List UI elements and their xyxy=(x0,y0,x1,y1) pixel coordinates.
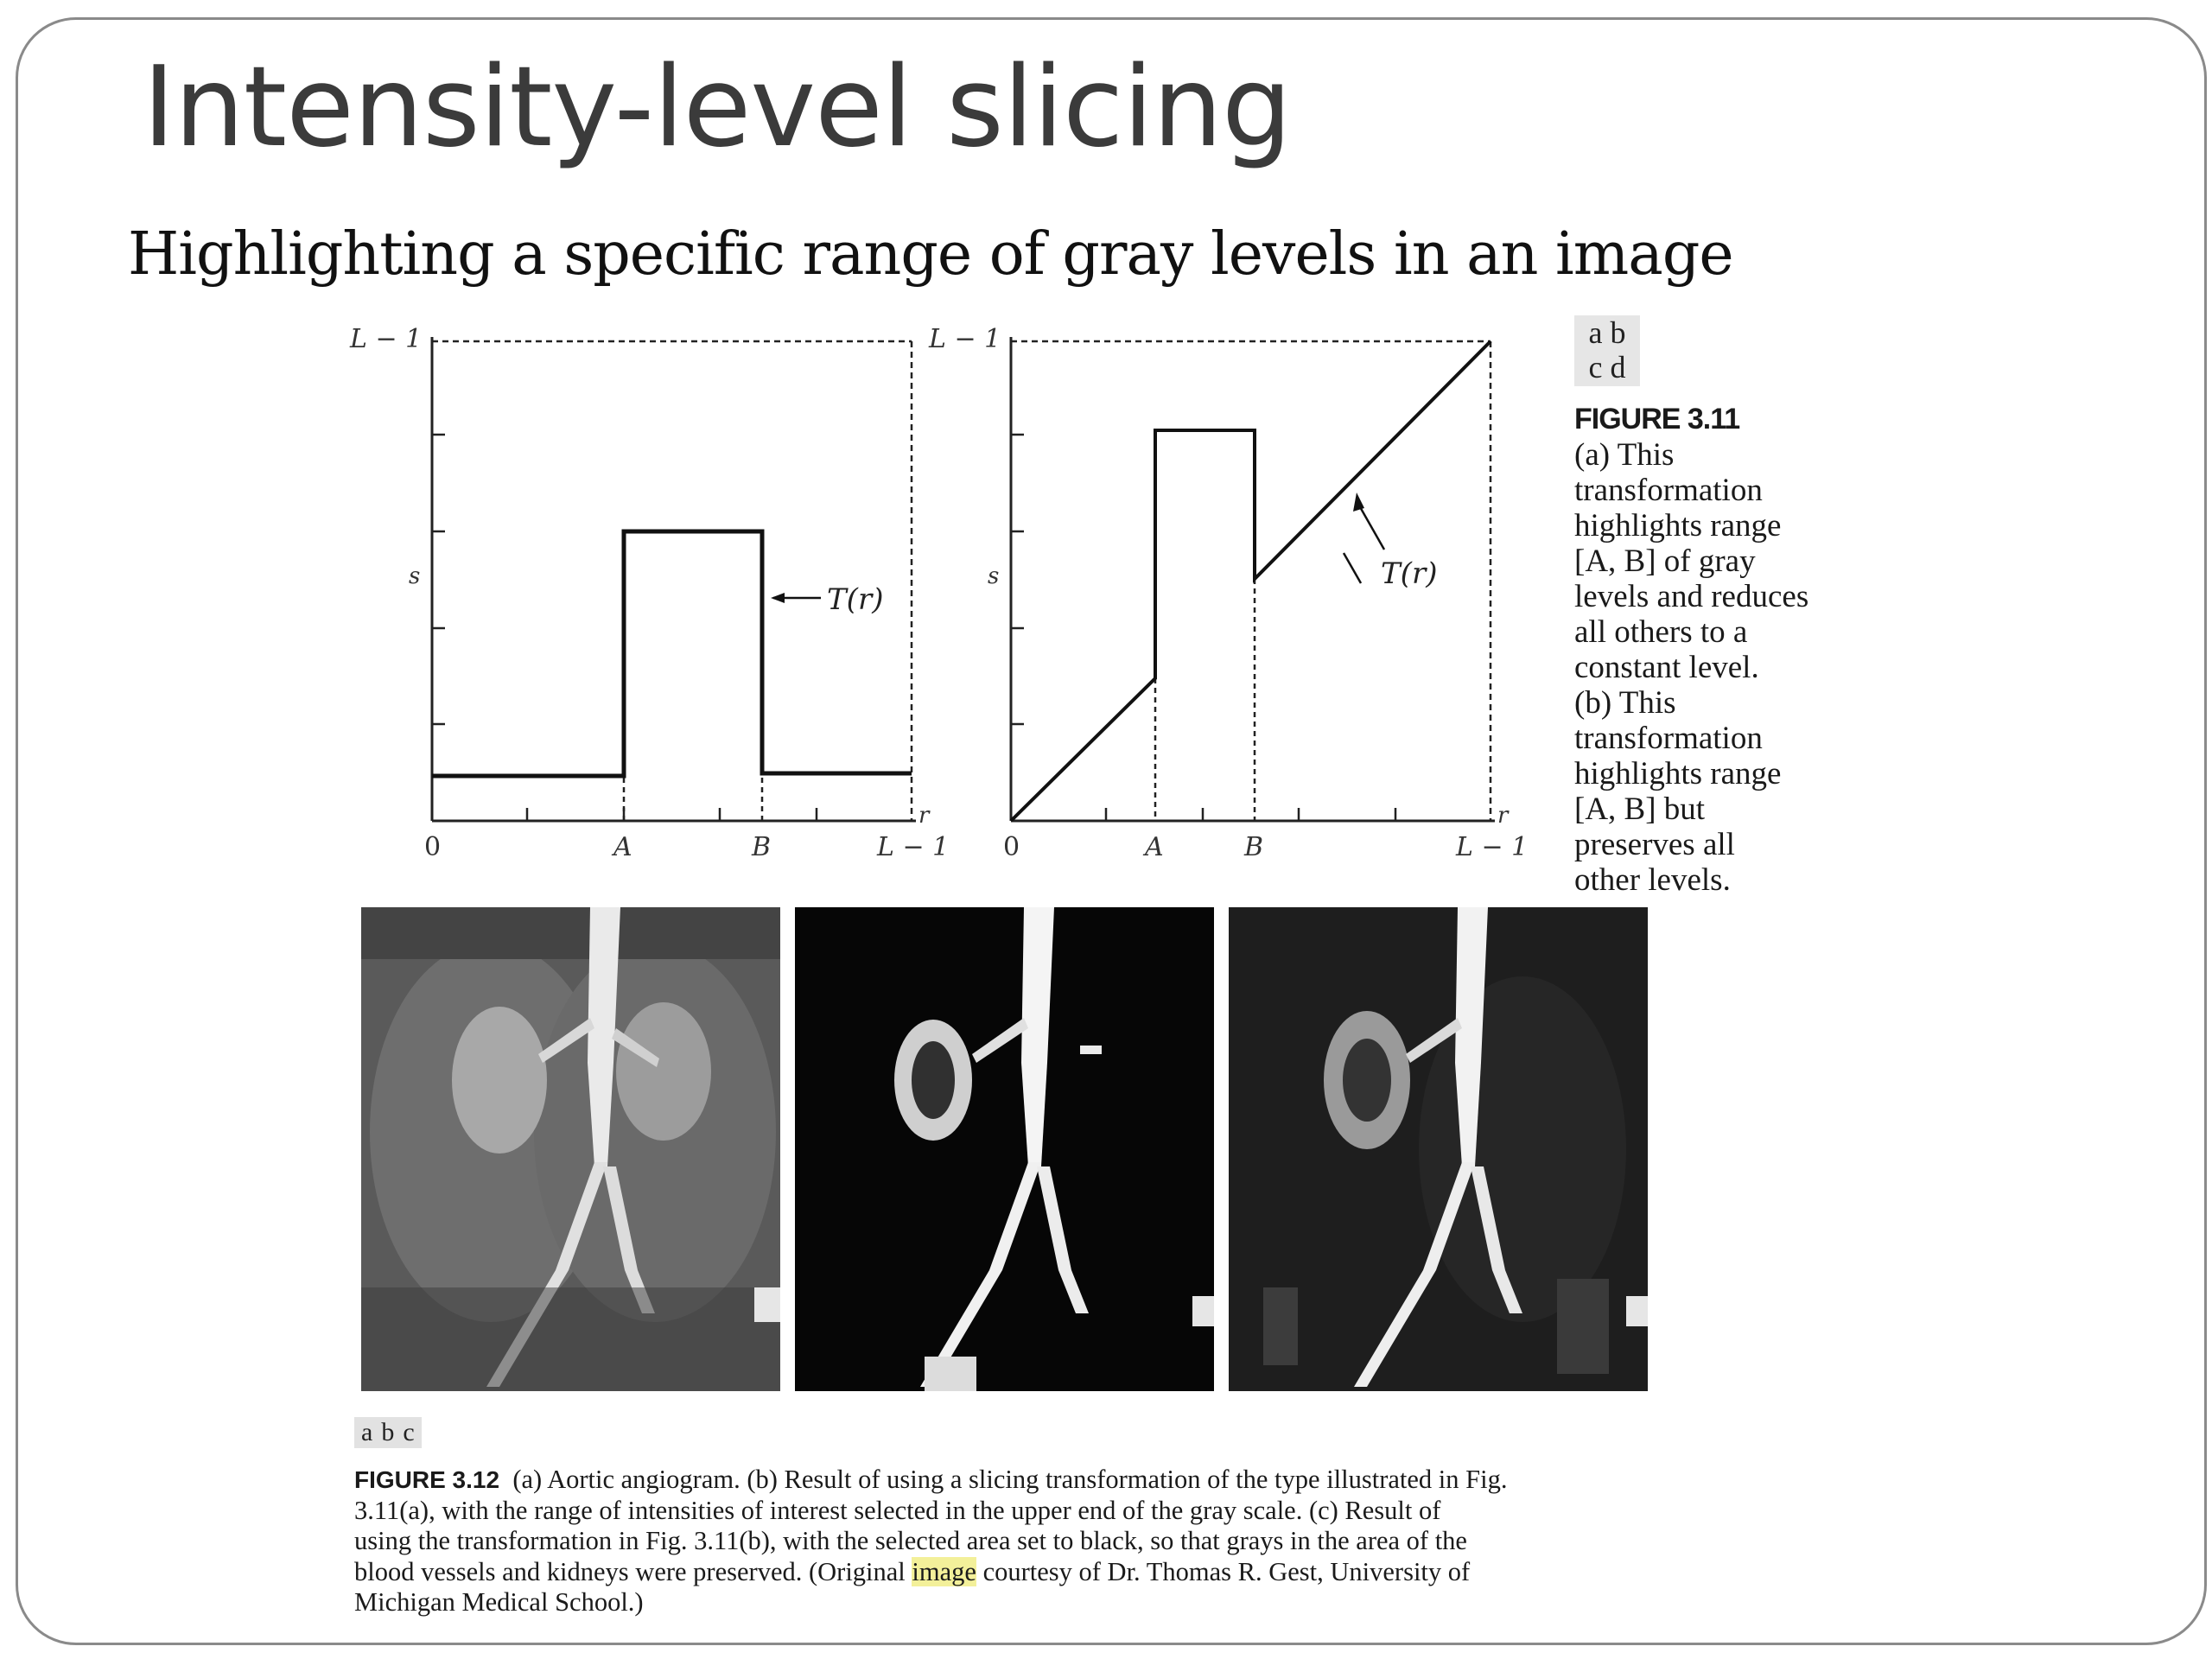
plot-b-curve-label: T(r) xyxy=(1381,556,1438,591)
caption-text: blood vessels and kidneys were preserved. (Original xyxy=(354,1556,912,1586)
caption-line: Michigan Medical School.) xyxy=(354,1587,644,1617)
plot-b-x-tick-b: B xyxy=(1244,832,1264,862)
slide-title: Intensity-level slicing xyxy=(143,43,1292,172)
caption-line: (a) This xyxy=(1574,437,1675,473)
plot-b-x-tick-a: A xyxy=(1145,832,1164,862)
caption-text: (a) Aortic angiogram. (b) Result of using a slicing transformation of the type illustrated in Fig. xyxy=(512,1465,1508,1494)
plot-a-x-tick-max: L − 1 xyxy=(877,832,950,862)
plot-a-x-label: r xyxy=(918,803,930,829)
caption-line: preserves all xyxy=(1574,827,1735,862)
tag-c: c xyxy=(1588,350,1603,385)
caption-line: highlights range xyxy=(1574,508,1782,543)
caption-text: courtesy of Dr. Thomas R. Gest, University of xyxy=(976,1556,1471,1586)
figure-3-12-caption xyxy=(354,1465,1655,1618)
figure-3-12-label: FIGURE 3.12 xyxy=(354,1466,500,1493)
plot-a-x-tick-0: 0 xyxy=(424,832,442,862)
plot-a xyxy=(349,324,949,862)
tag-a: a xyxy=(361,1418,373,1446)
tag-c: c xyxy=(403,1418,415,1446)
highlighted-word: image xyxy=(912,1556,976,1586)
caption-line: constant level. xyxy=(1574,650,1759,685)
caption-line xyxy=(354,1465,1655,1496)
caption-line: highlights range xyxy=(1574,756,1782,791)
caption-line: all others to a xyxy=(1574,614,1748,650)
angiogram-original-image xyxy=(361,907,780,1391)
tag-b: b xyxy=(1610,315,1626,350)
caption-line: using the transformation in Fig. 3.11(b), with the selected area set to black, so that grays in the area of the xyxy=(354,1526,1467,1555)
figure-3-11-label: FIGURE 3.11 xyxy=(1574,403,1740,435)
caption-line xyxy=(354,1557,1655,1588)
plot-b-x-tick-max: L − 1 xyxy=(1456,832,1529,862)
plot-a-y-top-label: L − 1 xyxy=(350,324,423,354)
plot-b-y-top-label: L − 1 xyxy=(929,324,1001,354)
caption-line: transformation xyxy=(1574,473,1763,508)
caption-line: (b) This xyxy=(1574,685,1676,721)
angiogram-slice-b-image xyxy=(1229,907,1648,1391)
plot-a-x-tick-b: B xyxy=(752,832,772,862)
plot-b-x-tick-0: 0 xyxy=(1003,832,1020,862)
caption-line: other levels. xyxy=(1574,862,1731,898)
plot-b-y-label: s xyxy=(988,563,1000,589)
plot-b xyxy=(928,324,1528,862)
angiogram-slice-a-image xyxy=(795,907,1214,1391)
plot-a-y-label: s xyxy=(409,563,421,589)
plot-a-x-tick-a: A xyxy=(613,832,632,862)
plot-a-curve-label: T(r) xyxy=(827,582,884,617)
caption-line: levels and reduces xyxy=(1574,579,1809,614)
slide-subtitle: Highlighting a specific range of gray levels in an image xyxy=(128,220,1733,289)
plot-b-x-label: r xyxy=(1497,803,1509,829)
tag-a: a xyxy=(1588,315,1603,350)
figure-3-11-panel-tags xyxy=(1574,315,1640,386)
figure-3-11-caption xyxy=(1574,402,1859,898)
figure-3-12-panel-tags xyxy=(354,1417,422,1448)
caption-line: [A, B] of gray xyxy=(1574,543,1756,579)
caption-line: 3.11(a), with the range of intensities of interest selected in the upper end of the gray scale. (c) Result of xyxy=(354,1495,1441,1525)
tag-d: d xyxy=(1610,350,1626,385)
caption-line: [A, B] but xyxy=(1574,791,1706,827)
caption-line: transformation xyxy=(1574,721,1763,756)
figure-3-11-plots xyxy=(328,311,1555,873)
tag-b: b xyxy=(381,1418,395,1446)
